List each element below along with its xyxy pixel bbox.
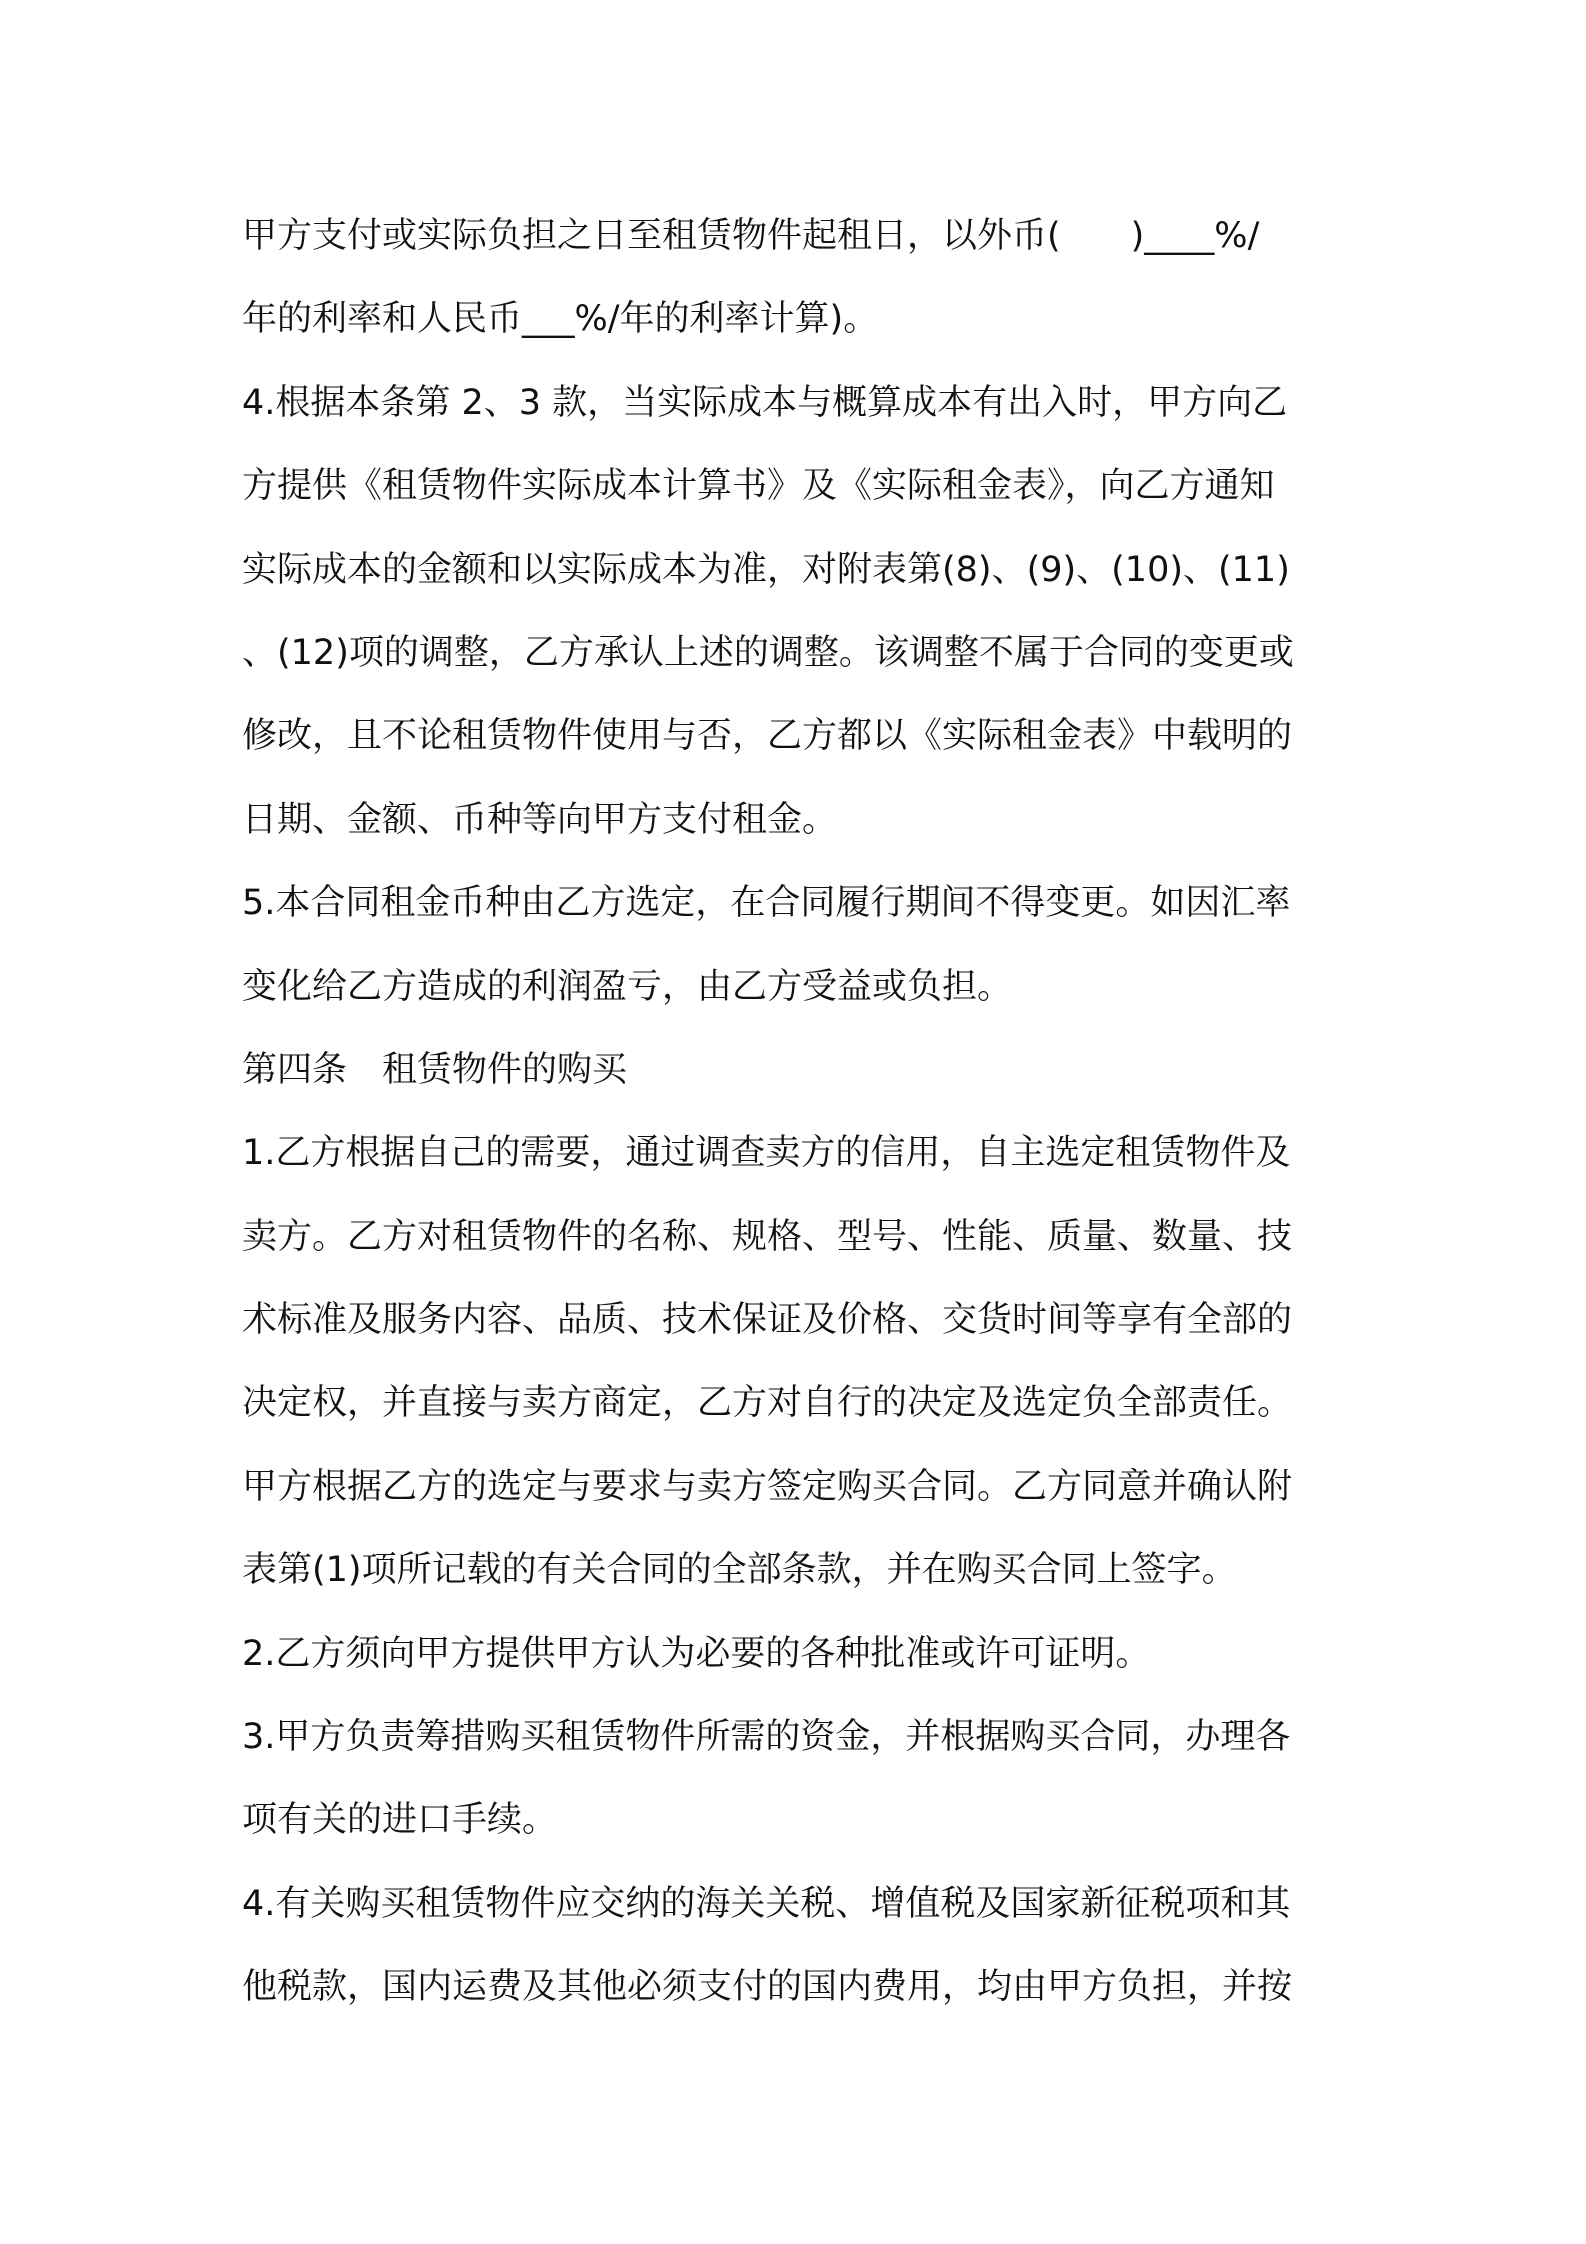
text-line: 5.本合同租金币种由乙方选定，在合同履行期间不得变更。如因汇率 [242, 883, 1291, 924]
text-line: 他税款，国内运费及其他必须支付的国内费用，均由甲方负担，并按 [242, 1967, 1293, 2008]
text-line: 、(12)项的调整，乙方承认上述的调整。该调整不属于合同的变更或 [242, 632, 1294, 673]
text-line: 实际成本的金额和以实际成本为准，对附表第(8)、(9)、(10)、(11) [242, 549, 1290, 590]
text-line: 决定权，并直接与卖方商定，乙方对自行的决定及选定负全部责任。 [242, 1383, 1293, 1424]
text-line: 日期、金额、币种等向甲方支付租金。 [242, 799, 838, 840]
text-line: 卖方。乙方对租赁物件的名称、规格、型号、性能、质量、数量、技 [242, 1216, 1293, 1257]
text-line: 3.甲方负责筹措购买租赁物件所需的资金，并根据购买合同，办理各 [242, 1717, 1291, 1758]
text-line: 甲方根据乙方的选定与要求与卖方签定购买合同。乙方同意并确认附 [242, 1466, 1293, 1507]
text-line: 项有关的进口手续。 [242, 1800, 558, 1841]
text-line: 4.根据本条第 2、3 款，当实际成本与概算成本有出入时，甲方向乙 [242, 382, 1288, 423]
text-line: 方提供《租赁物件实际成本计算书》及《实际租金表》，向乙方通知 [242, 466, 1275, 507]
text-line: 年的利率和人民币___%/年的利率计算)。 [242, 299, 879, 340]
text-line: 表第(1)项所记载的有关合同的全部条款，并在购买合同上签字。 [242, 1550, 1237, 1591]
contract-body-text [242, 203, 1362, 2038]
text-line: 2.乙方须向甲方提供甲方认为必要的各种批准或许可证明。 [242, 1633, 1151, 1674]
text-line: 修改，且不论租赁物件使用与否，乙方都以《实际租金表》中载明的 [242, 716, 1293, 757]
section-heading: 第四条 租赁物件的购买 [242, 1049, 628, 1090]
text-line: 1.乙方根据自己的需要，通过调查卖方的信用，自主选定租赁物件及 [242, 1133, 1291, 1174]
text-line: 变化给乙方造成的利润盈亏，由乙方受益或负担。 [242, 966, 1013, 1007]
text-line: 4.有关购买租赁物件应交纳的海关关税、增值税及国家新征税项和其 [242, 1883, 1291, 1924]
text-line: 术标准及服务内容、品质、技术保证及价格、交货时间等享有全部的 [242, 1300, 1293, 1341]
text-line: 甲方支付或实际负担之日至租赁物件起租日，以外币( )____%/ [242, 216, 1260, 256]
